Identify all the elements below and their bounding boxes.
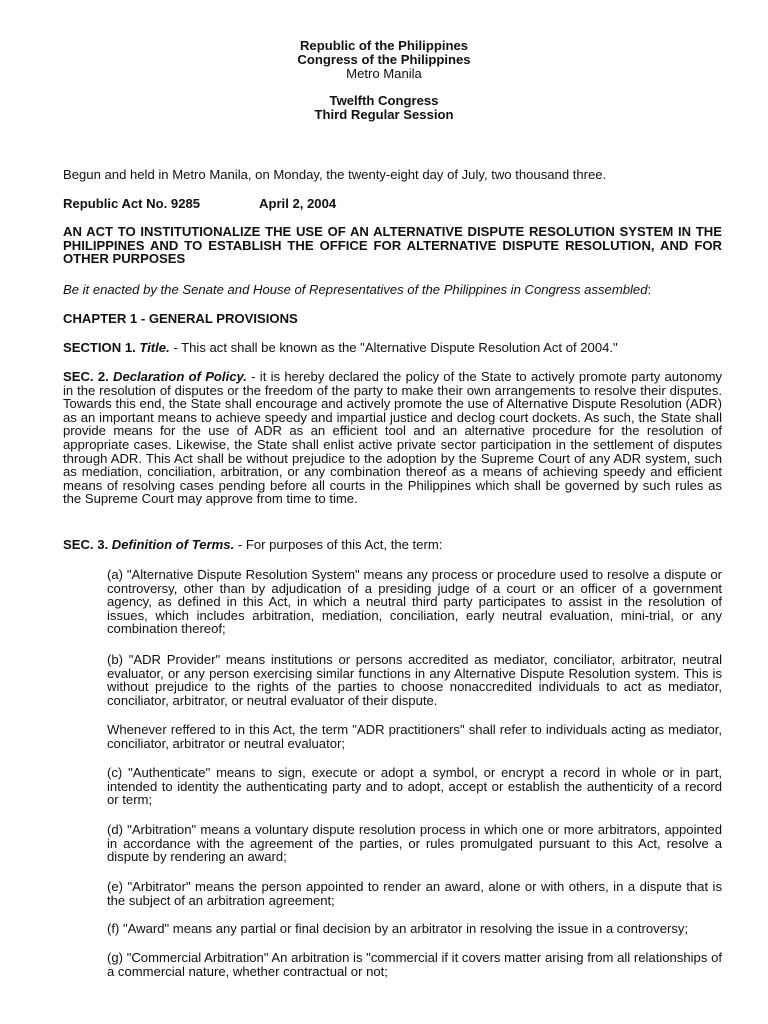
republic-act-number: Republic Act No. 9285 xyxy=(63,196,201,211)
definition-c: (c) "Authenticate" means to sign, execute or adopt a symbol, or encrypt a record in whole or in part, intended to identity the authenticating party and to adopt, accept or establish the authenticity of a record or term; xyxy=(107,765,722,808)
section-1-label: SECTION 1. xyxy=(63,340,136,355)
enacting-clause-colon: : xyxy=(647,282,652,297)
section-2-title: Declaration of Policy. xyxy=(113,369,247,384)
definition-f: (f) "Award" means any partial or final decision by an arbitrator in resolving the issue in a controversy; xyxy=(107,921,689,936)
section-3 xyxy=(63,538,722,552)
republic-act-line xyxy=(63,197,722,211)
definition-b: (b) "ADR Provider" means institutions or persons accredited as mediator, conciliator, arbitrator, neutral evaluator, or any person exercising similar functions in any Alternative Dispute Resolution system. This is without prejudice to the rights of the parties to choose nonaccredited individuals to act as mediator, conciliator, arbitrator, or neutral evaluator of their dispute. xyxy=(107,652,722,708)
section-3-text: - For purposes of this Act, the term: xyxy=(234,537,443,552)
section-1-text: - This act shall be known as the "Alternative Dispute Resolution Act of 2004." xyxy=(169,340,618,355)
definition-e: (e) "Arbitrator" means the person appointed to render an award, alone or with others, in a dispute that is the subject of an arbitration agreement; xyxy=(107,879,722,908)
chapter-heading: CHAPTER 1 - GENERAL PROVISIONS xyxy=(63,311,298,326)
section-1 xyxy=(63,341,722,355)
act-title: AN ACT TO INSTITUTIONALIZE THE USE OF AN ALTERNATIVE DISPUTE RESOLUTION SYSTEM IN THE PHILIPPINES AND TO ESTABLISH THE OFFICE FOR ALTERNATIVE DISPUTE RESOLUTION, AND FOR OTHER PURPOSES xyxy=(63,224,722,267)
section-3-label: SEC. 3. xyxy=(63,537,109,552)
section-3-title: Definition of Terms. xyxy=(111,537,235,552)
section-2-label: SEC. 2. xyxy=(63,369,109,384)
begun-statement: Begun and held in Metro Manila, on Monday, the twenty-eight day of July, two thousand three. xyxy=(63,167,607,182)
header-session: Third Regular Session xyxy=(314,107,454,122)
section-2 xyxy=(63,370,722,506)
header-congress-number: Twelfth Congress xyxy=(329,93,439,108)
enacting-clause xyxy=(63,283,722,297)
definition-whenever: Whenever reffered to in this Act, the term "ADR practitioners" shall refer to individuals acting as mediator, conciliator, arbitrator or neutral evaluator; xyxy=(107,722,722,751)
header-congress: Congress of the Philippines xyxy=(297,52,471,67)
definition-a: (a) "Alternative Dispute Resolution System" means any process or procedure used to resolve a dispute or controversy, other than by adjudication of a presiding judge of a court or an officer of a government agency, as defined in this Act, in which a neutral third party participates to assist in the resolution of issues, which includes arbitration, mediation, conciliation, early neutral evaluation, mini-trial, or any combination thereof; xyxy=(107,567,722,637)
enacting-clause-text: Be it enacted by the Senate and House of Representatives of the Philippines in Congress assembled xyxy=(63,282,648,297)
header-location: Metro Manila xyxy=(346,66,422,81)
document-header xyxy=(0,39,768,122)
republic-act-date: April 2, 2004 xyxy=(259,196,337,211)
section-2-text: - it is hereby declared the policy of the State to actively promote party autonomy in the resolution of disputes or the freedom of the party to make their own arrangements to resolve their disputes. Towards this end, the State shall encourage and actively promote the use of Alternative Dispute Resolution (ADR) as an important means to achieve speedy and impartial justice and declog court dockets. As such, the State shall provide means for the use of ADR as an efficient tool and an alternative procedure for the resolution of appropriate cases. Likewise, the State shall enlist active private sector participation in the settlement of disputes through ADR. This Act shall be without prejudice to the adoption by the Supreme Court of any ADR system, such as mediation, conciliation, arbitration, or any combination thereof as a means of achieving speedy and efficient means of resolving cases pending before all courts in the Philippines which shall be governed by such rules as the Supreme Court may approve from time to time. xyxy=(63,369,723,507)
definition-g: (g) "Commercial Arbitration" An arbitration is "commercial if it covers matter arising from all relationships of a commercial nature, whether contractual or not; xyxy=(107,950,722,979)
definition-d: (d) "Arbitration" means a voluntary dispute resolution process in which one or more arbitrators, appointed in accordance with the agreement of the parties, or rules promulgated pursuant to this Act, resolve a dispute by rendering an award; xyxy=(107,822,722,865)
header-republic: Republic of the Philippines xyxy=(299,38,469,53)
section-1-title: Title. xyxy=(139,340,170,355)
